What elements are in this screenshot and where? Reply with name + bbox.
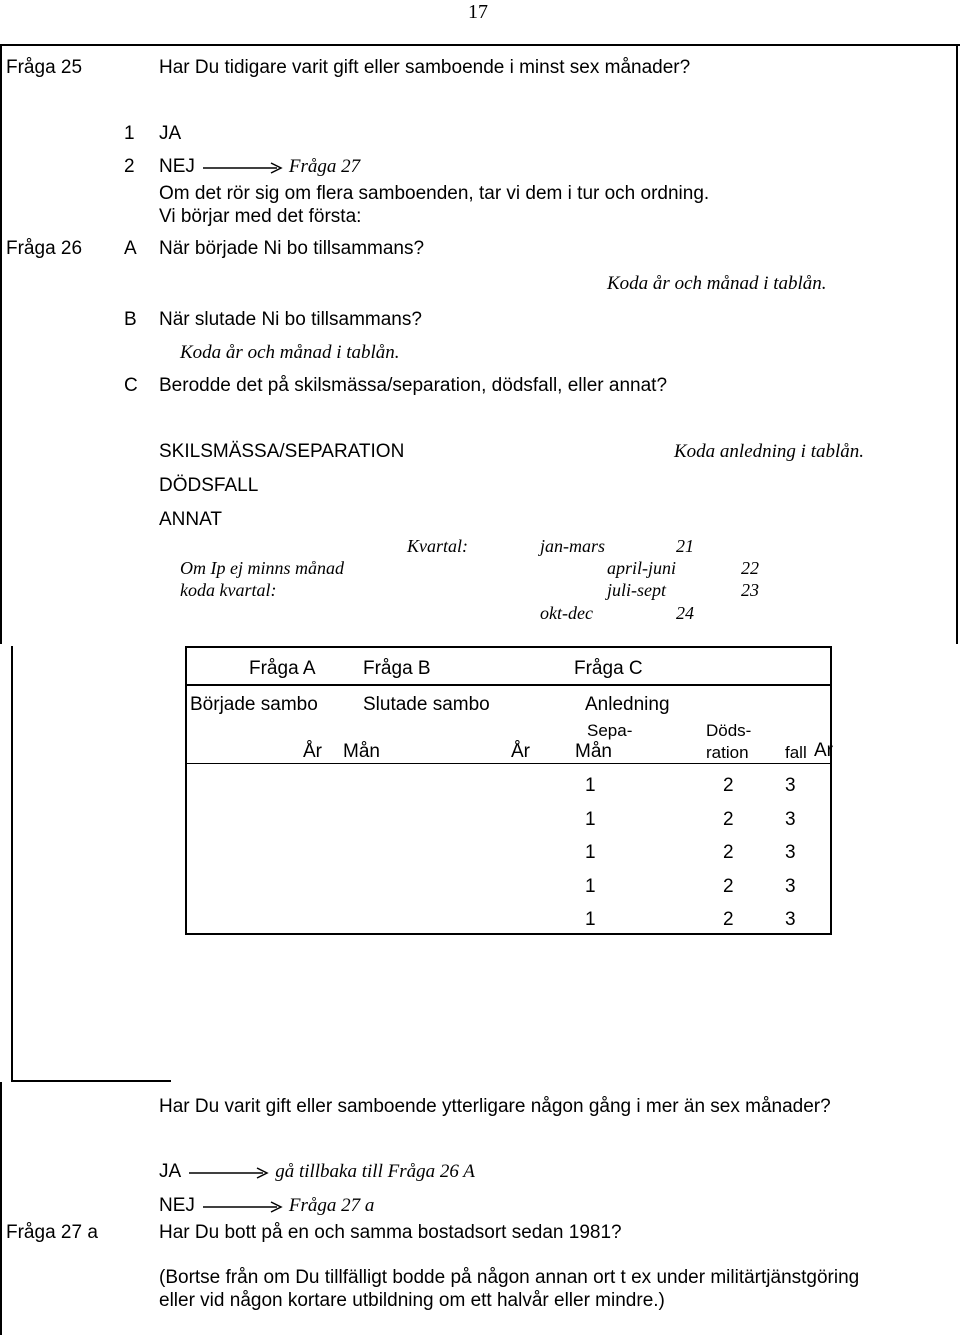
table-row-3-c1: 1 [585,842,596,863]
quarter-code-3: 23 [741,580,759,600]
q26-c-letter: C [124,375,138,396]
q26-c-text: Berodde det på skilsmässa/separation, dödsfall, eller annat? [159,375,668,396]
reason-death: DÖDSFALL [159,475,259,496]
table-row-1-c2: 2 [723,775,734,796]
q27a-question: Har Du bott på en och samma bostadsort sedan 1981? [159,1222,622,1243]
table-row-5-c1: 1 [585,909,596,930]
table-header-divider [185,684,830,686]
col-dods-1: Döds- [706,721,752,740]
col-sepa-1: Sepa- [587,721,633,740]
q-more-no-goto: Fråga 27 a [288,1195,375,1216]
quarter-code-2: 22 [741,558,759,578]
quarter-label-3: juli-sept [607,580,666,600]
q26-a-letter: A [124,238,137,259]
quarter-code-4: 24 [676,603,694,623]
q25-opt2-goto: Fråga 27 [288,156,361,177]
col-ar-1: År [303,741,322,762]
reason-note: Koda anledning i tablån. [674,441,864,462]
table-row-5-c2: 2 [723,909,734,930]
table-row-3-c2: 2 [723,842,734,863]
table-header-b: Fråga B [363,658,431,679]
table-sub-a: Började sambo [190,694,318,715]
q-more-yes-goto: gå tillbaka till Fråga 26 A [275,1161,475,1182]
q-more-yes-row [159,1162,475,1181]
reason-other: ANNAT [159,509,222,530]
table-row-2-c3: 3 [785,809,796,830]
arrow-right-icon [199,161,285,175]
page-number: 17 [468,1,488,23]
q26-intro1: Om det rör sig om flera samboenden, tar vi dem i tur och ordning. [159,183,710,204]
q-more-no-row [159,1196,374,1215]
frame-top [0,44,960,46]
table-row-5-c3: 3 [785,909,796,930]
q27a-label: Fråga 27 a [6,1222,98,1243]
quarter-label-2: april-juni [607,558,677,578]
q25-opt1-text: JA [159,123,182,144]
table-row-4-c1: 1 [585,876,596,897]
q27a-note-1: (Bortse från om Du tillfälligt bodde på någon annan ort t ex under militärtjänstgöring [159,1267,860,1288]
quarter-title: Kvartal: [407,536,468,556]
q26-b-letter: B [124,309,137,330]
quarter-code-1: 21 [676,536,694,556]
frame-right [956,44,958,644]
quarter-note-2: koda kvartal: [180,580,277,600]
q25-opt2-text: NEJ [159,156,195,177]
frame-inner-bottom [11,1080,171,1082]
frame-left-lower [0,1082,2,1335]
table-row-4-c3: 3 [785,876,796,897]
q25-opt1-num: 1 [124,123,135,144]
q26-label: Fråga 26 [6,238,83,259]
col-sepa-2: ration [706,743,749,762]
col-ar-2: År [511,741,530,762]
q25-opt2-num: 2 [124,156,135,177]
col-man-2: Mån [575,741,612,762]
table-row-4-c2: 2 [723,876,734,897]
table-header-c: Fråga C [574,658,643,679]
col-dods-2: fall [785,743,807,762]
table-header-a: Fråga A [249,658,316,679]
table-row-3-c3: 3 [785,842,796,863]
quarter-label-4: okt-dec [540,603,593,623]
table-row-2-c2: 2 [723,809,734,830]
arrow-right-icon [185,1166,271,1180]
quarter-note-1: Om Ip ej minns månad [180,558,344,578]
table-row-1-c1: 1 [585,775,596,796]
reason-separation: SKILSMÄSSA/SEPARATION [159,441,405,462]
col-man-1: Mån [343,741,380,762]
q26-a-note: Koda år och månad i tablån. [607,273,827,294]
quarter-label-1: jan-mars [540,536,606,556]
table-row-2-c1: 1 [585,809,596,830]
frame-left-mid [11,646,13,1082]
frame-left-upper [0,44,2,644]
q26-a-text: När började Ni bo tillsammans? [159,238,425,259]
table-sub-b: Slutade sambo [363,694,490,715]
q27a-note-2: eller vid någon kortare utbildning om ett halvår eller mindre.) [159,1290,665,1311]
table-subheader-divider [185,763,830,764]
col-ar-3: Ar [814,740,833,761]
q25-question: Har Du tidigare varit gift eller samboende i minst sex månader? [159,57,691,78]
q-more-no: NEJ [159,1195,195,1216]
arrow-right-icon [199,1200,285,1214]
q26-b-text: När slutade Ni bo tillsammans? [159,309,422,330]
q25-label: Fråga 25 [6,57,83,78]
table-sub-c: Anledning [585,694,670,715]
q-more-yes: JA [159,1161,182,1182]
coding-table [185,646,832,935]
q-more-question: Har Du varit gift eller samboende ytterligare någon gång i mer än sex månader? [159,1096,831,1117]
q25-opt2-row [159,157,360,176]
q26-intro2: Vi börjar med det första: [159,206,362,227]
table-row-1-c3: 3 [785,775,796,796]
q26-b-note: Koda år och månad i tablån. [180,342,400,363]
